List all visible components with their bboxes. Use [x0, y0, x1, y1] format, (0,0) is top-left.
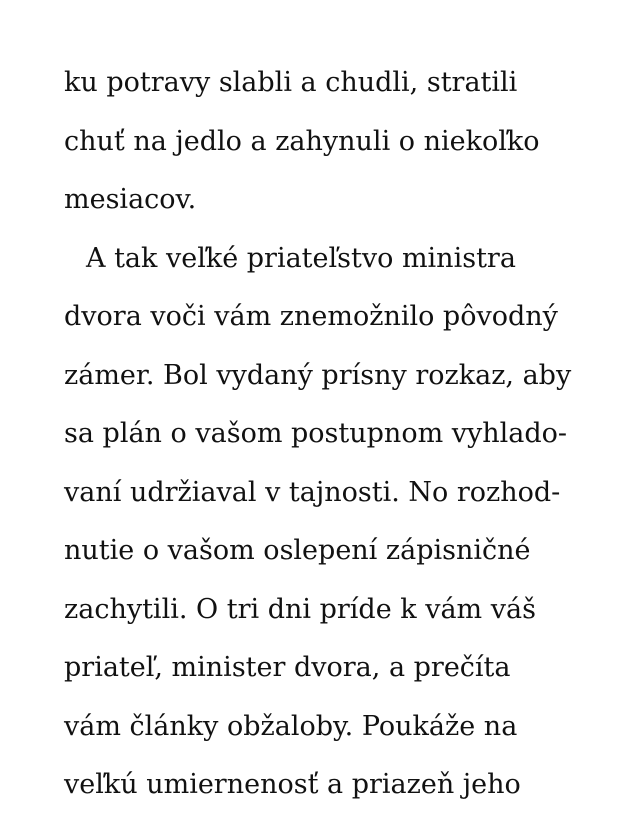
- text-line: zámer. Bol vydaný prísny rozkaz, aby: [64, 359, 572, 391]
- text-line: dvora voči vám znemožnilo pôvodný: [64, 301, 558, 332]
- text-line: ku potravy slabli a chudli, stratili: [64, 67, 518, 98]
- text-line: sa plán o vašom postupnom vyhlado-: [64, 418, 568, 449]
- text-line: nutie o vašom oslepení zápisničné: [64, 535, 531, 566]
- text-line: vám články obžaloby. Poukáže na: [64, 710, 518, 742]
- text-line: chuť na jedlo a zahynuli o niekoľko: [64, 125, 540, 157]
- paragraph-start-line: A tak veľké priateľstvo ministra: [86, 242, 516, 274]
- text-line: mesiacov.: [64, 184, 197, 215]
- text-line: zachytili. O tri dni príde k vám váš: [64, 593, 536, 625]
- text-line: veľkú umiernenosť a priazeň jeho: [64, 769, 521, 800]
- text-line: vaní udržiaval v tajnosti. No rozhod-: [64, 476, 561, 508]
- text-line: priateľ, minister dvora, a prečíta: [64, 652, 511, 683]
- page-text: [64, 54, 604, 815]
